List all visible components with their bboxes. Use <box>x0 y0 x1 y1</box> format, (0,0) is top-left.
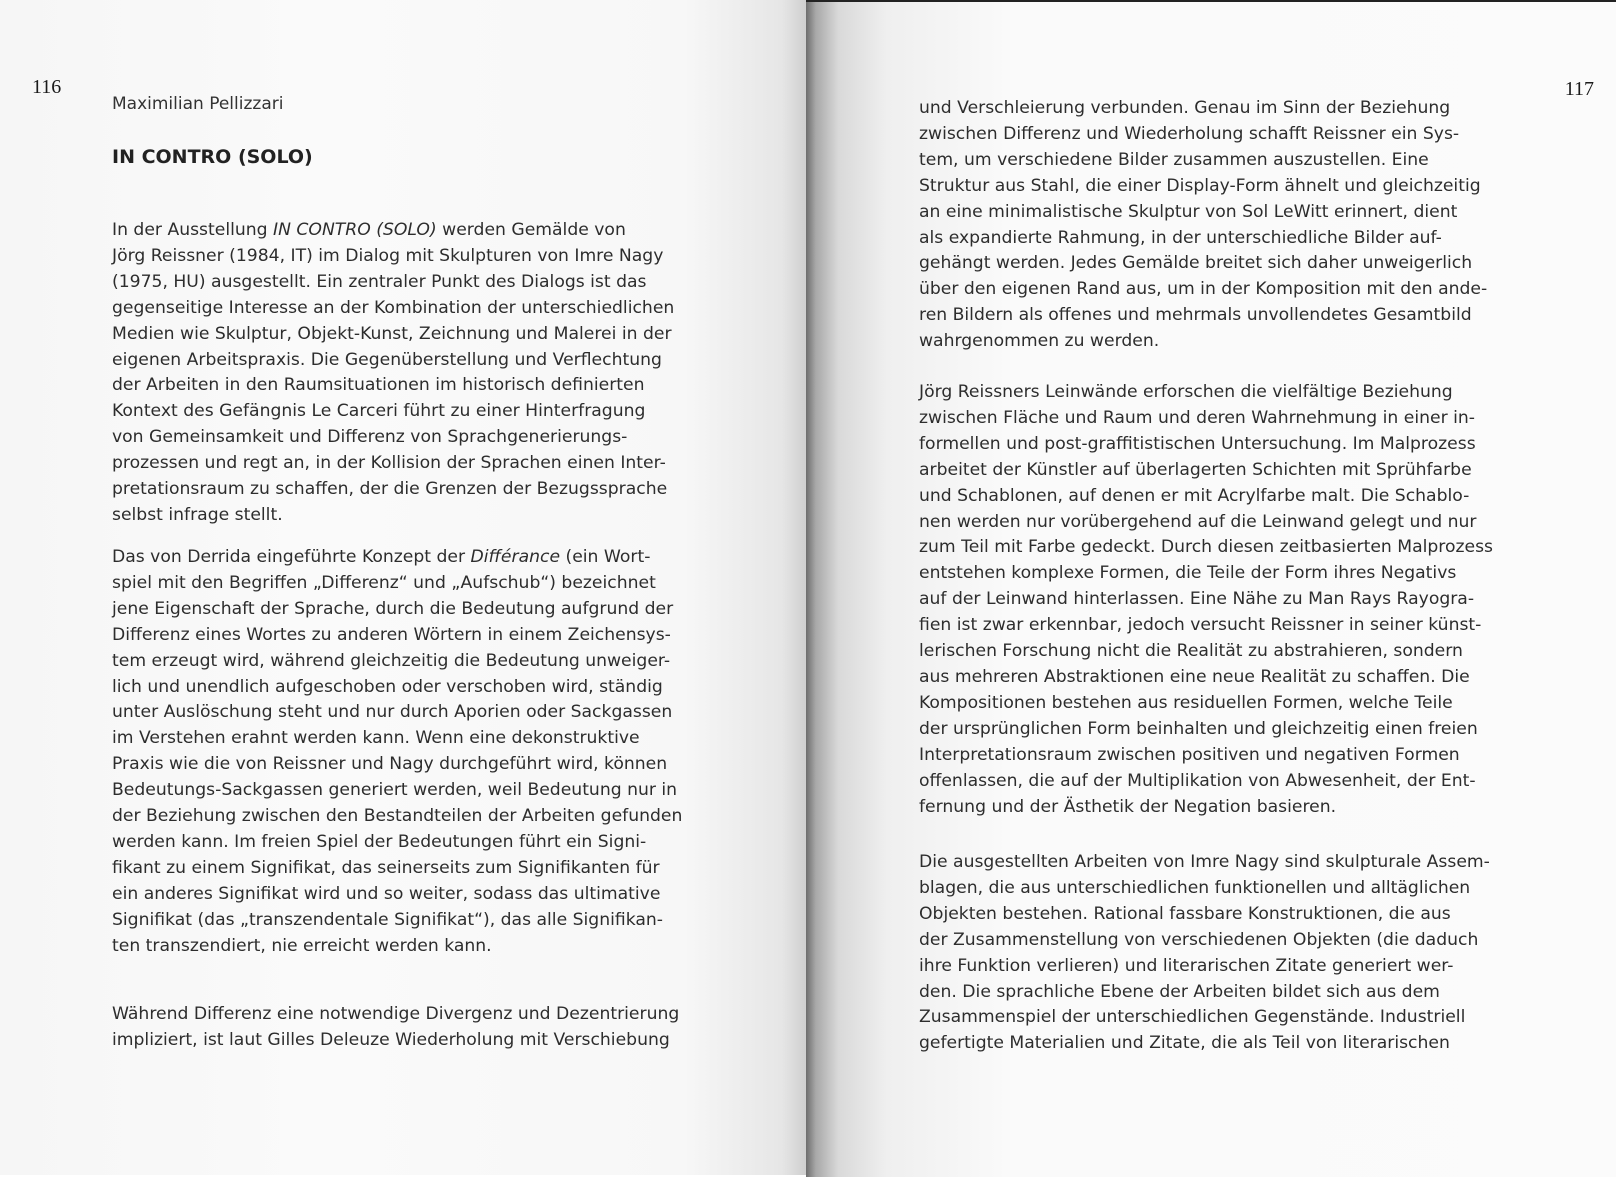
text-line <box>112 373 674 399</box>
text-run: ten transzendiert, nie erreicht werden kann. <box>112 935 492 956</box>
text-line <box>112 425 674 451</box>
text-line <box>919 406 1493 432</box>
text-line <box>919 954 1490 980</box>
text-run: ihre Funktion verlieren) und literarischen Zitate generiert wer- <box>919 955 1454 976</box>
text-run: blagen, die aus unterschiedlichen funktionellen und alltäglichen <box>919 877 1471 898</box>
text-run: spiel mit den Begriffen „Differenz“ und „Aufschub“) bezeichnet <box>112 572 656 593</box>
text-run: gehängt werden. Jedes Gemälde breitet sich daher unweigerlich <box>919 253 1473 274</box>
text-run: Jörg Reissners Leinwände erforschen die vielfältige Beziehung <box>919 382 1453 402</box>
paragraph <box>112 1002 679 1054</box>
text-run: offenlassen, die auf der Multiplikation von Abwesenheit, der Ent- <box>919 770 1476 791</box>
text-line <box>919 691 1493 717</box>
text-line <box>919 876 1490 902</box>
text-line <box>112 348 674 374</box>
text-run: jene Eigenschaft der Sprache, durch die Bedeutung aufgrund der <box>112 598 674 619</box>
left-page <box>0 0 806 1175</box>
text-run: wahrgenommen zu werden. <box>919 331 1160 352</box>
paragraph <box>919 380 1493 820</box>
text-run: den. Die sprachliche Ebene der Arbeiten bildet sich aus dem <box>919 981 1440 1002</box>
text-line <box>919 96 1487 122</box>
page-number: 116 <box>32 76 62 98</box>
text-run: Praxis wie die von Reissner und Nagy durchgeführt wird, können <box>112 754 668 775</box>
text-line <box>919 432 1493 458</box>
text-line <box>919 148 1487 174</box>
text-run: unter Auslöschung steht und nur durch Aporien oder Sackgassen <box>112 702 673 723</box>
text-run: eigenen Arbeitspraxis. Die Gegenüberstellung und Verflechtung <box>112 349 662 370</box>
text-run: lich und unendlich aufgeschoben oder verschoben wird, ständig <box>112 676 663 697</box>
text-run: und Schablonen, auf denen er mit Acrylfarbe malt. Die Schablo- <box>919 485 1470 506</box>
text-line <box>919 200 1487 226</box>
text-line <box>919 277 1487 303</box>
text-run: der Beziehung zwischen den Bestandteilen der Arbeiten gefunden <box>112 806 683 827</box>
text-line <box>919 561 1493 587</box>
text-line <box>919 743 1493 769</box>
text-line <box>112 700 682 726</box>
text-run: lerischen Forschung nicht die Realität zu abstrahieren, sondern <box>919 641 1463 662</box>
text-run: In der Ausstellung <box>112 220 274 240</box>
paragraph <box>919 850 1490 1057</box>
text-run: pretationsraum zu schaffen, der die Grenzen der Bezugssprache <box>112 479 668 500</box>
text-line <box>112 597 682 623</box>
text-line <box>112 296 674 322</box>
text-line <box>919 613 1493 639</box>
text-run: Jörg Reissner (1984, IT) im Dialog mit Skulpturen von Imre Nagy <box>112 245 664 266</box>
text-line <box>112 623 682 649</box>
text-line <box>112 1002 679 1028</box>
text-run: zwischen Fläche und Raum und deren Wahrnehmung in einer in- <box>919 407 1475 428</box>
article-title: IN CONTRO (SOLO) <box>112 146 313 168</box>
text-run: Zusammenspiel der unterschiedlichen Gegenstände. Industriell <box>919 1007 1466 1028</box>
text-run: der ursprünglichen Form beinhalten und gleichzeitig einen freien <box>919 718 1478 739</box>
text-run: prozessen und regt an, in der Kollision der Sprachen einen Inter- <box>112 453 666 474</box>
text-line <box>919 122 1487 148</box>
text-line <box>919 850 1490 876</box>
text-line <box>112 804 682 830</box>
text-line <box>919 329 1487 355</box>
text-run: selbst infrage stellt. <box>112 504 283 525</box>
text-run: und Verschleierung verbunden. Genau im Sinn der Beziehung <box>919 98 1451 118</box>
text-run: aus mehreren Abstraktionen eine neue Realität zu schaffen. Die <box>919 666 1470 687</box>
text-line <box>112 856 682 882</box>
text-line <box>112 451 674 477</box>
text-run: gefertigte Materialien und Zitate, die als Teil von literarischen <box>919 1033 1450 1054</box>
text-run: formellen und post-graffitistischen Untersuchung. Im Malprozess <box>919 433 1476 454</box>
text-line <box>919 717 1493 743</box>
text-run: der Zusammenstellung von verschiedenen Objekten (die daduch <box>919 929 1479 950</box>
text-line <box>919 1031 1490 1057</box>
paragraph <box>112 545 682 960</box>
text-run: ren Bildern als offenes und mehrmals unvollendetes Gesamtbild <box>919 305 1472 326</box>
text-run: fien ist zwar erkennbar, jedoch versucht Reissner in seiner künst- <box>919 615 1482 636</box>
text-line <box>919 510 1493 536</box>
text-run: Signifikat (das „transzendentale Signifikat“), das alle Signifikan- <box>112 909 663 930</box>
text-line <box>919 535 1493 561</box>
text-run: auf der Leinwand hinterlassen. Eine Nähe zu Man Rays Rayogra- <box>919 589 1475 610</box>
text-run: Während Differenz eine notwendige Divergenz und Dezentrierung <box>112 1004 680 1024</box>
text-line <box>112 399 674 425</box>
text-line <box>112 1028 679 1054</box>
text-run: Medien wie Skulptur, Objekt-Kunst, Zeichnung und Malerei in der <box>112 323 672 344</box>
text-line <box>112 882 682 908</box>
text-line <box>112 778 682 804</box>
italic-text: Différance <box>470 547 561 567</box>
text-run: der Arbeiten in den Raumsituationen im historisch definierten <box>112 375 645 396</box>
text-line <box>112 218 674 244</box>
text-run: Struktur aus Stahl, die einer Display-Form ähnelt und gleichzeitig <box>919 175 1481 196</box>
text-run: an eine minimalistische Skulptur von Sol LeWitt erinnert, dient <box>919 201 1458 222</box>
text-line <box>112 934 682 960</box>
text-run: arbeitet der Künstler auf überlagerten Schichten mit Sprühfarbe <box>919 459 1472 480</box>
text-run: ein anderes Signifikat wird und so weiter, sodass das ultimative <box>112 883 661 904</box>
text-line <box>112 752 682 778</box>
right-page <box>806 0 1616 1177</box>
text-line <box>112 545 682 571</box>
text-run: im Verstehen erahnt werden kann. Wenn eine dekonstruktive <box>112 728 640 749</box>
text-run: werden kann. Im freien Spiel der Bedeutungen führt ein Signi- <box>112 831 647 852</box>
text-line <box>112 726 682 752</box>
text-run: tem erzeugt wird, während gleichzeitig die Bedeutung unweiger- <box>112 650 671 671</box>
text-line <box>112 503 674 529</box>
text-line <box>112 477 674 503</box>
text-line <box>112 270 674 296</box>
text-run: gegenseitige Interesse an der Kombination der unterschiedlichen <box>112 297 675 318</box>
text-line <box>919 174 1487 200</box>
text-run: von Gemeinsamkeit und Differenz von Sprachgenerierungs- <box>112 427 628 448</box>
text-line <box>112 908 682 934</box>
text-line <box>919 303 1487 329</box>
text-line <box>112 322 674 348</box>
text-run: impliziert, ist laut Gilles Deleuze Wiederholung mit Verschiebung <box>112 1029 670 1050</box>
text-line <box>919 902 1490 928</box>
paragraph <box>919 96 1487 355</box>
author-name: Maximilian Pellizzari <box>112 94 284 114</box>
text-run: nen werden nur vorübergehend auf die Leinwand gelegt und nur <box>919 511 1477 532</box>
text-line <box>919 665 1493 691</box>
text-run: Kontext des Gefängnis Le Carceri führt zu einer Hinterfragung <box>112 401 646 422</box>
text-run: fernung und der Ästhetik der Negation basieren. <box>919 796 1337 817</box>
text-run: (1975, HU) ausgestellt. Ein zentraler Punkt des Dialogs ist das <box>112 271 647 292</box>
text-line <box>112 830 682 856</box>
text-run: Bedeutungs-Sackgassen generiert werden, weil Bedeutung nur in <box>112 780 678 801</box>
text-run: Das von Derrida eingeführte Konzept der <box>112 547 471 567</box>
text-line <box>919 380 1493 406</box>
text-line <box>112 571 682 597</box>
text-line <box>919 1005 1490 1031</box>
page-number: 117 <box>1564 78 1594 100</box>
text-run: Die ausgestellten Arbeiten von Imre Nagy sind skulpturale Assem- <box>919 852 1490 872</box>
text-run: zum Teil mit Farbe gedeckt. Durch diesen zeitbasierten Malprozess <box>919 537 1494 558</box>
text-run: tem, um verschiedene Bilder zusammen auszustellen. Eine <box>919 149 1429 170</box>
text-line <box>919 639 1493 665</box>
text-run: als expandierte Rahmung, in der unterschiedliche Bilder auf- <box>919 227 1442 248</box>
text-run: Objekten bestehen. Rational fassbare Konstruktionen, die aus <box>919 903 1451 924</box>
text-line <box>919 458 1493 484</box>
paragraph <box>112 218 674 529</box>
text-line <box>919 795 1493 821</box>
text-line <box>919 226 1487 252</box>
italic-text: IN CONTRO (SOLO) <box>273 220 437 240</box>
text-line <box>919 587 1493 613</box>
text-line <box>919 484 1493 510</box>
text-run: werden Gemälde von <box>436 220 626 240</box>
text-run: Differenz eines Wortes zu anderen Wörtern in einem Zeichensys- <box>112 624 671 645</box>
text-line <box>919 251 1487 277</box>
text-run: Interpretationsraum zwischen positiven und negativen Formen <box>919 744 1460 765</box>
text-line <box>112 675 682 701</box>
text-line <box>919 769 1493 795</box>
text-line <box>112 244 674 270</box>
text-line <box>919 980 1490 1006</box>
text-line <box>112 649 682 675</box>
text-run: zwischen Differenz und Wiederholung schafft Reissner ein Sys- <box>919 123 1460 144</box>
text-run: (ein Wort- <box>560 547 651 567</box>
text-run: entstehen komplexe Formen, die Teile der Form ihres Negativs <box>919 563 1457 584</box>
text-run: fikant zu einem Signifikat, das seinerseits zum Signifikanten für <box>112 857 660 878</box>
text-run: Kompositionen bestehen aus residuellen Formen, welche Teile <box>919 692 1453 713</box>
text-line <box>919 928 1490 954</box>
text-run: über den eigenen Rand aus, um in der Komposition mit den ande- <box>919 279 1488 300</box>
